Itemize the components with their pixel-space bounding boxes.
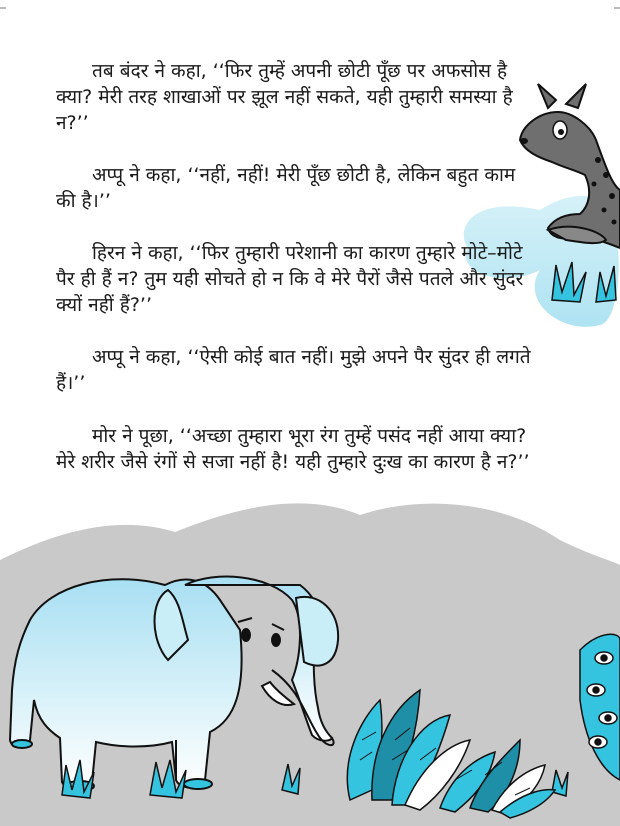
story-text <box>56 58 536 501</box>
paragraph-deer: हिरन ने कहा, ‘‘फिर तुम्हारी परेशानी का कारण तुम्हारे मोटे–मोटे पैर ही हैं न? तुम यही सोचते हो न कि वे मेरे पैरों जैसे पतले और सुंदर क्यों नहीं हैं?’’ <box>56 242 524 316</box>
paragraph-appu-feet: अप्पू ने कहा, ‘‘ऐसी कोई बात नहीं। मुझे अपने पैर सुंदर ही लगते हैं।’’ <box>56 346 531 394</box>
paragraph-peacock: मोर ने पूछा, ‘‘अच्छा तुम्हारा भूरा रंग तुम्हें पसंद नहीं आया क्या? मेरे शरीर जैसे रंगों से सजा नहीं है! यही तुम्हारे दुःख का कारण है न?’’ <box>56 425 530 473</box>
paragraph-monkey: तब बंदर ने कहा, ‘‘फिर तुम्हें अपनी छोटी पूँछ पर अफसोस है क्या? मेरी तरह शाखाओं पर झूल नहीं सकते, यही तुम्हारी समस्या है न?’’ <box>56 60 513 134</box>
paragraph-appu-tail: अप्पू ने कहा, ‘‘नहीं, नहीं! मेरी पूँछ छोटी है, लेकिन बहुत काम की है।’’ <box>56 164 516 212</box>
